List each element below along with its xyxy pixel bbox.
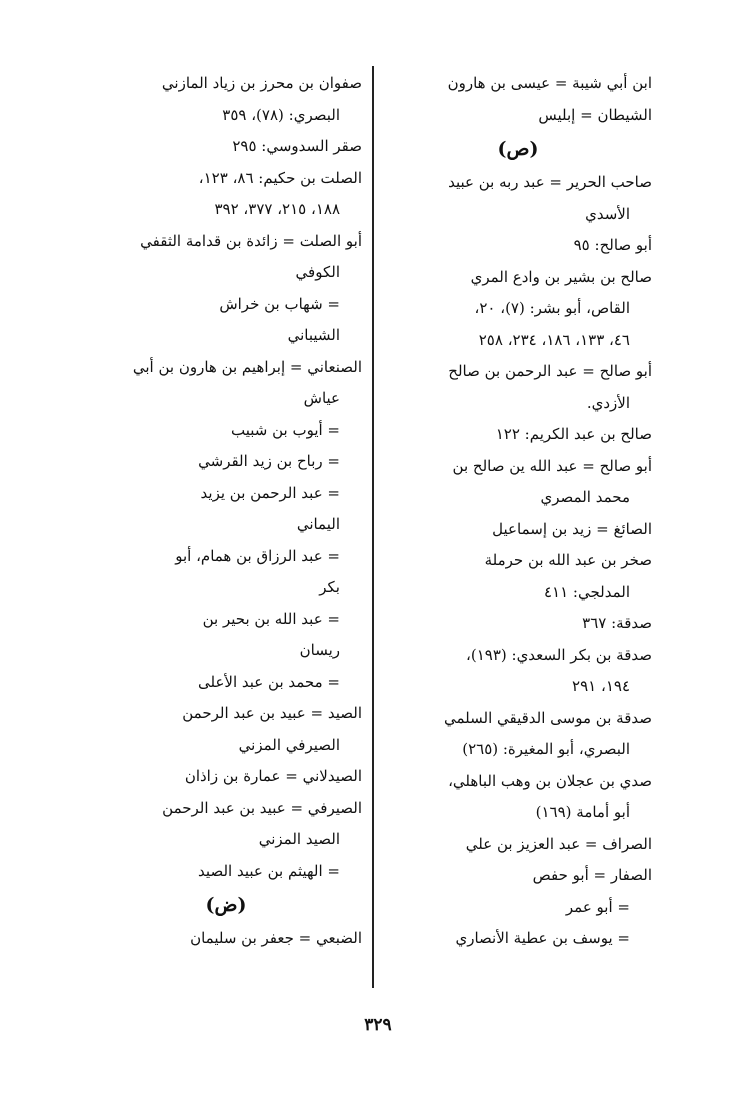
right-column-entry: صدي بن عجلان بن وهب الباهلي، <box>448 771 652 790</box>
right-column-letter-heading: (ص) <box>497 138 539 160</box>
left-column-entry-continuation: ريسان <box>299 641 340 659</box>
right-column-entry: الشيطان = إبليس <box>538 105 652 124</box>
left-column-entry-cross-reference: = محمد بن عبد الأعلى <box>198 672 340 691</box>
left-column-entry: الصيرفي = عبيد بن عبد الرحمن <box>162 798 362 817</box>
page-number: ٣٢٩ <box>364 1015 392 1035</box>
right-column-entry: الصائغ = زيد بن إسماعيل <box>492 519 652 538</box>
right-column-entry-cross-reference: = أبو عمر <box>565 897 630 916</box>
right-column-entry: صدقة بن بكر السعدي: (١٩٣)، <box>466 645 652 664</box>
right-column-entry-continuation: الأسدي <box>585 204 630 223</box>
left-column-entry: صقر السدوسي: ٢٩٥ <box>232 137 362 155</box>
left-column-entry: الصلت بن حكيم: ٨٦، ١٢٣، <box>198 168 362 187</box>
right-column-entry-continuation: البصري، أبو المغيرة: (٢٦٥) <box>462 740 630 758</box>
left-column-entry: الصيدلاني = عمارة بن زاذان <box>184 767 362 785</box>
left-column-entry-continuation: ١٨٨، ٢١٥، ٣٧٧، ٣٩٢ <box>214 200 340 218</box>
right-column-entry-continuation: ١٩٤، ٢٩١ <box>572 677 630 695</box>
left-column-entry: صفوان بن محرز بن زياد المازني <box>161 74 362 92</box>
right-column-entry: أبو صالح = عبد الرحمن بن صالح <box>448 362 652 380</box>
right-column-entry: صالح بن بشير بن وادع المري <box>470 267 652 286</box>
right-column-entry-continuation: المدلجي: ٤١١ <box>543 582 630 601</box>
left-column-entry-cross-reference: = عبد الرزاق بن همام، أبو <box>175 546 340 565</box>
left-column-entry-cross-reference: = رباح بن زيد القرشي <box>198 452 340 470</box>
left-column-entry-continuation: عياش <box>303 389 340 407</box>
right-column-entry: الصفار = أبو حفص <box>532 866 652 884</box>
left-column-entry: أبو الصلت = زائدة بن قدامة الثقفي <box>140 231 362 250</box>
left-column-entry-continuation: الصيرفي المزني <box>238 735 340 754</box>
left-column-entry-cross-reference: = عبد الرحمن بن يزيد <box>200 483 340 502</box>
right-column-entry: أبو صالح = عبد الله ين صالح بن <box>452 456 652 475</box>
left-column-entry: الضبعي = جعفر بن سليمان <box>190 929 362 947</box>
right-column-entry-continuation: القاص، أبو بشر: (٧)، ٢٠، <box>474 299 630 317</box>
right-column-entry: صدقة: ٣٦٧ <box>582 614 652 632</box>
right-column-entry: صالح بن عبد الكريم: ١٢٢ <box>495 425 652 443</box>
left-column-entry-cross-reference: = أيوب بن شبيب <box>230 420 340 439</box>
right-column-entry-continuation: محمد المصري <box>540 488 630 506</box>
left-column-letter-heading: (ض) <box>205 894 247 916</box>
right-column-entry: أبو صالح: ٩٥ <box>573 236 652 254</box>
right-column-entry: صدقة بن موسى الدقيقي السلمي <box>443 708 652 727</box>
right-column-entry: ابن أبي شيبة = عيسى بن هارون <box>447 74 652 92</box>
left-column-entry-cross-reference: = عبد الله بن بحير بن <box>202 609 340 628</box>
right-column-entry: الصراف = عبد العزيز بن علي <box>465 834 652 853</box>
left-column <box>90 68 362 955</box>
left-column-entry-continuation: اليماني <box>296 515 340 533</box>
left-column-entry-continuation: الصيد المزني <box>258 830 340 848</box>
right-column-entry-continuation: ٤٦، ١٣٣، ١٨٦، ٢٣٤، ٢٥٨ <box>478 330 630 349</box>
left-column-entry: الصنعاني = إبراهيم بن هارون بن أبي <box>132 357 362 376</box>
left-column-entry-continuation: الكوفي <box>295 263 340 281</box>
left-column-entry-continuation: البصري: (٧٨)، ٣٥٩ <box>222 105 340 124</box>
right-column-entry-cross-reference: = يوسف بن عطية الأنصاري <box>455 929 630 947</box>
right-column-entry-continuation: الأزدي. <box>586 393 630 412</box>
right-column-entry: صاحب الحرير = عبد ربه بن عبيد <box>448 173 652 191</box>
left-column-entry-cross-reference: = الهيثم بن عبيد الصيد <box>198 861 340 880</box>
column-divider <box>372 66 374 988</box>
right-column-entry-continuation: أبو أمامة (١٦٩) <box>535 803 630 821</box>
right-column <box>384 68 652 955</box>
right-column-entry: صخر بن عبد الله بن حرملة <box>484 551 652 569</box>
left-column-entry: الصيد = عبيد بن عبد الرحمن <box>182 704 362 722</box>
left-column-entry-cross-reference: = شهاب بن خراش <box>219 294 340 313</box>
left-column-entry-continuation: بكر <box>319 578 340 596</box>
left-column-entry-continuation: الشيباني <box>287 326 340 344</box>
